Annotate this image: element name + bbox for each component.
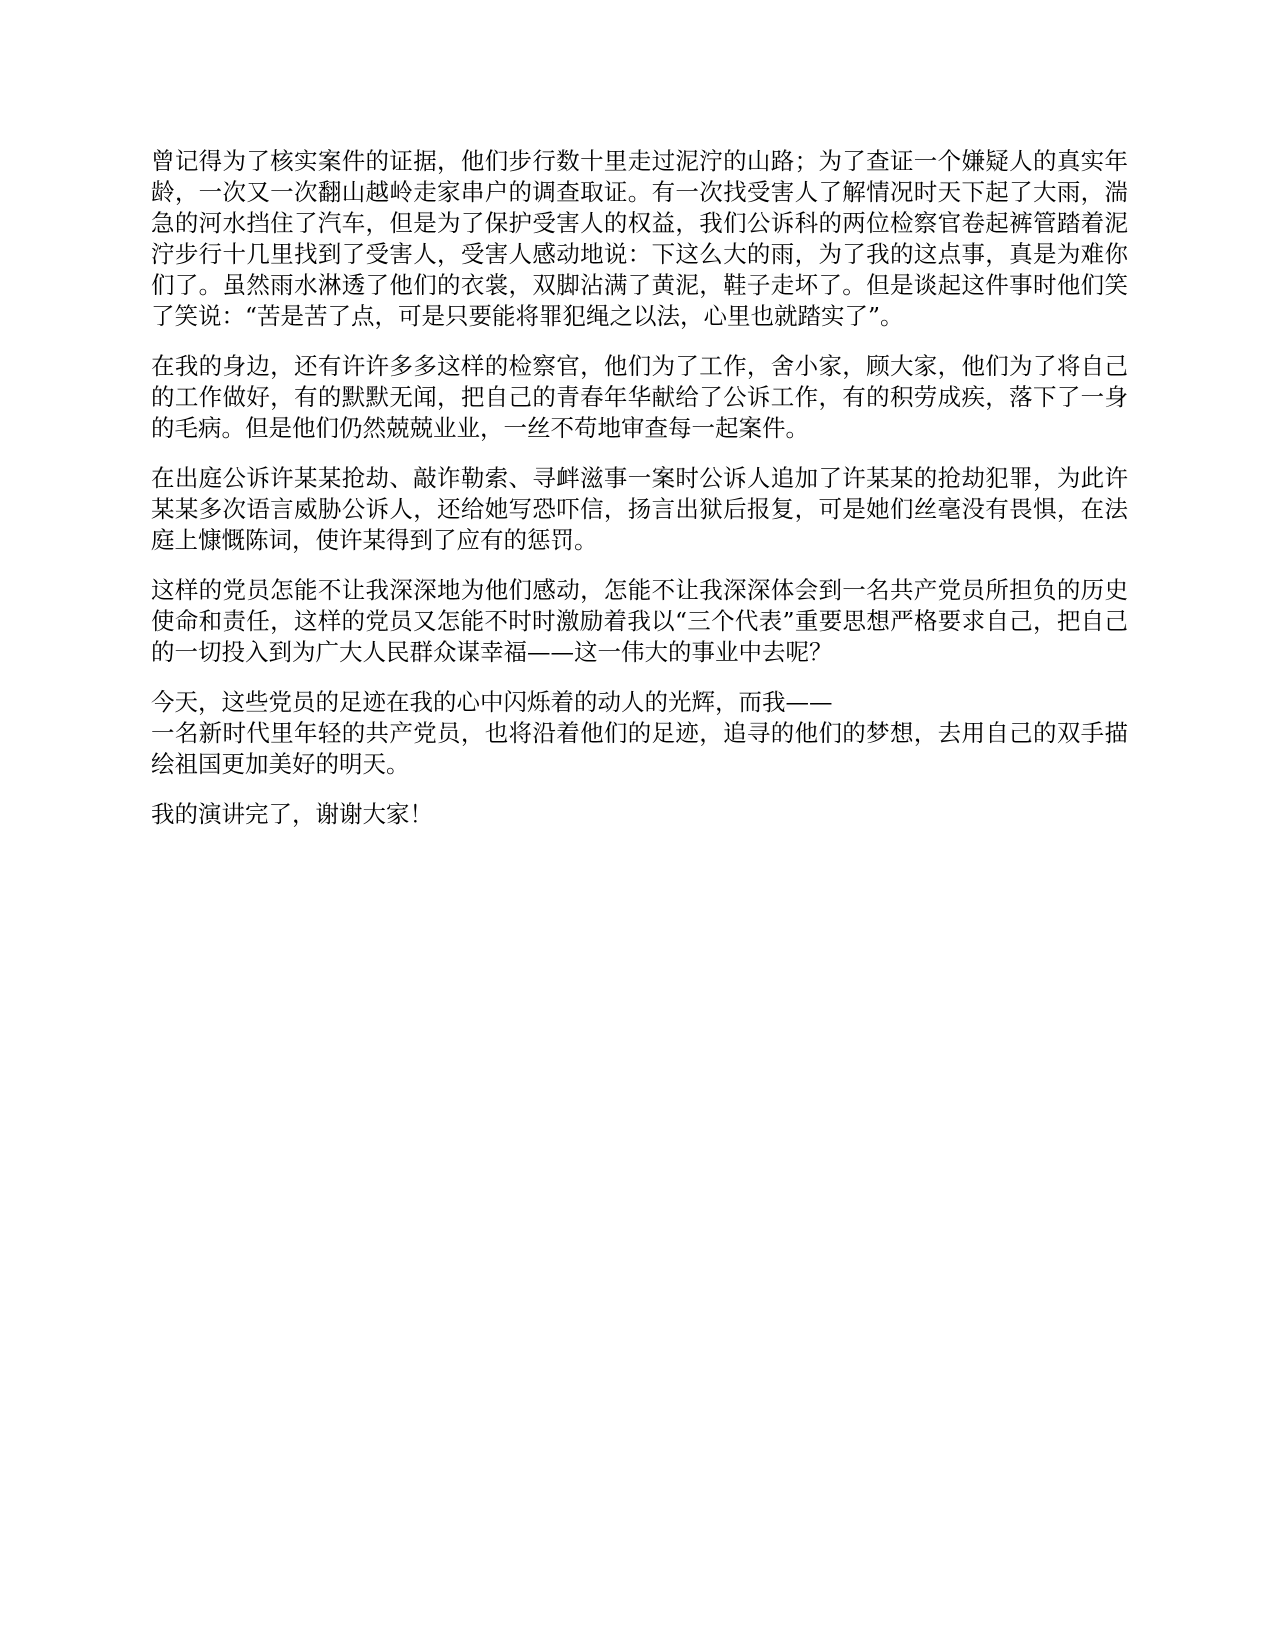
paragraph-3: 在出庭公诉许某某抢劫、敲诈勒索、寻衅滋事一案时公诉人追加了许某某的抢劫犯罪，为此许某某多次语言威胁公诉人，还给她写恐吓信，扬言出狱后报复，可是她们丝毫没有畏惧，在法庭上慷慨陈词，使许某得到了应有的惩罚。 (151, 464, 1128, 554)
paragraph-1: 曾记得为了核实案件的证据，他们步行数十里走过泥泞的山路；为了查证一个嫌疑人的真实年龄，一次又一次翻山越岭走家串户的调查取证。有一次找受害人了解情况时天下起了大雨，湍急的河水挡住了汽车，但是为了保护受害人的权益，我们公诉科的两位检察官卷起裤管踏着泥泞步行十几里找到了受害人，受害人感动地说：下这么大的雨，为了我的这点事，真是为难你们了。虽然雨水淋透了他们的衣裳，双脚沾满了黄泥，鞋子走坏了。但是谈起这件事时他们笑了笑说：“苦是苦了点，可是只要能将罪犯绳之以法，心里也就踏实了”。 (151, 147, 1128, 330)
paragraph-4: 这样的党员怎能不让我深深地为他们感动，怎能不让我深深体会到一名共产党员所担负的历史使命和责任，这样的党员又怎能不时时激励着我以“三个代表”重要思想严格要求自己，把自己的一切投入到为广大人民群众谋幸福——这一伟大的事业中去呢？ (151, 576, 1128, 666)
paragraph-2: 在我的身边，还有许许多多这样的检察官，他们为了工作，舍小家，顾大家，他们为了将自己的工作做好，有的默默无闻，把自己的青春年华献给了公诉工作，有的积劳成疾，落下了一身的毛病。但是他们仍然兢兢业业，一丝不苟地审查每一起案件。 (151, 352, 1128, 442)
paragraph-5-line-2: 一名新时代里年轻的共产党员，也将沿着他们的足迹，追寻的他们的梦想，去用自己的双手描绘祖国更加美好的明天。 (151, 719, 1128, 778)
paragraph-6: 我的演讲完了，谢谢大家！ (151, 800, 433, 828)
paragraph-5-line-1: 今天，这些党员的足迹在我的心中闪烁着的动人的光辉，而我—— (151, 688, 833, 716)
document-body (151, 146, 1128, 849)
paragraph-5 (151, 687, 1128, 780)
